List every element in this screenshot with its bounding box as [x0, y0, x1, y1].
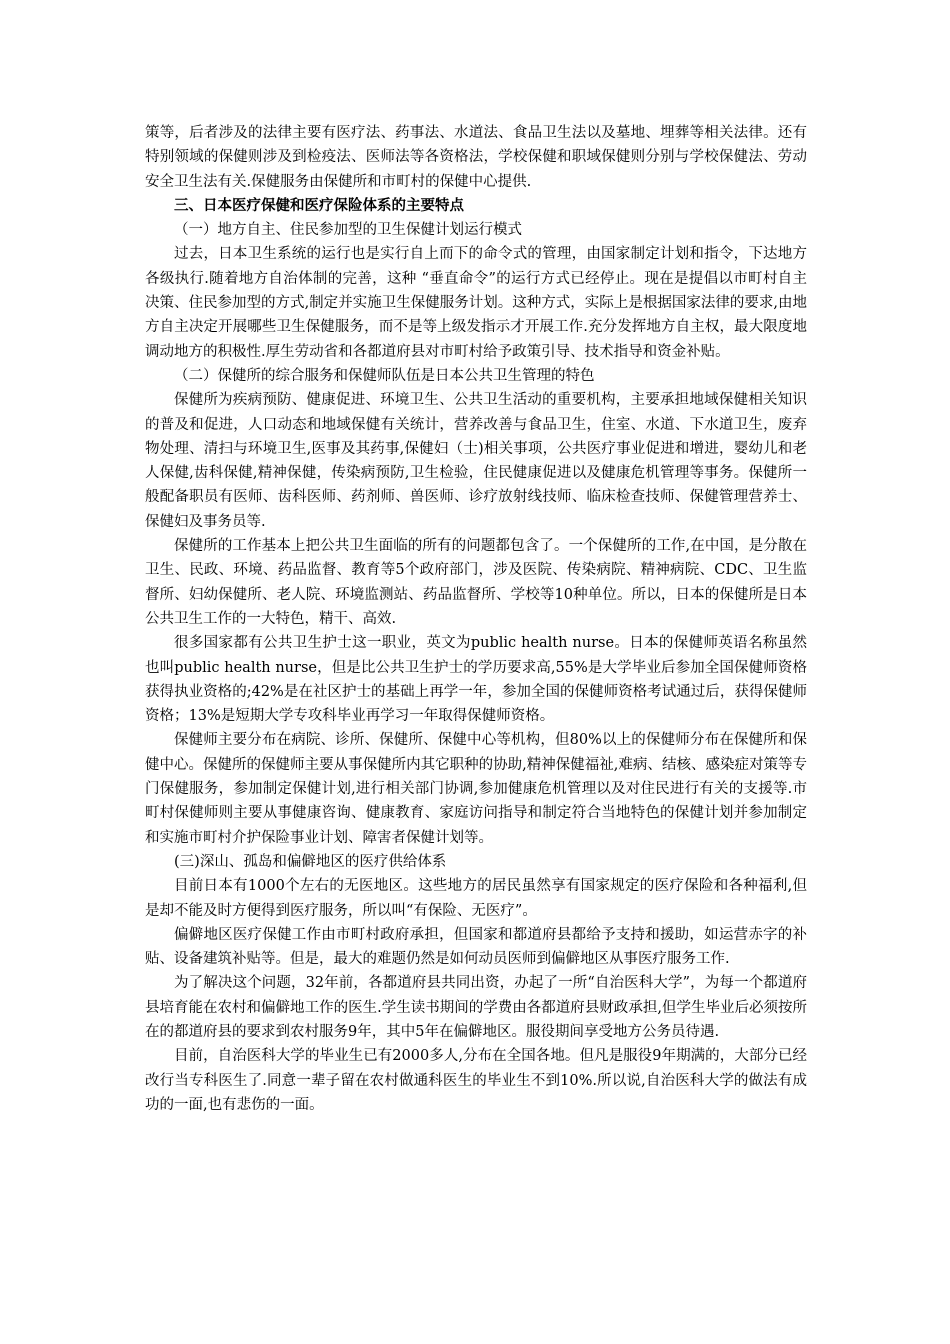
paragraph-remote-support: 偏僻地区医疗保健工作由市町村政府承担，但国家和都道府县都给予支持和援助，如运营赤字的补贴、设备建筑补贴等。但是，最大的难题仍然是如何动员医师到偏僻地区从事医疗服务工作.	[145, 926, 807, 968]
paragraph-legal-overview-continued: 策等，后者涉及的法律主要有医疗法、药事法、水道法、食品卫生法以及墓地、埋葬等相关法律。还有特别领域的保健则涉及到检疫法、医师法等各资格法，学校保健和职域保健则分别与学校保健法、劳动安全卫生法有关.保健服务由保健所和市町村的保健中心提供.	[145, 125, 807, 190]
subheading-local-autonomy: （一）地方自主、住民参加型的卫生保健计划运行模式	[174, 222, 522, 239]
document-page	[145, 121, 807, 1117]
paragraph-jichi-medical-university: 为了解决这个问题，32年前，各都道府县共同出资，办起了一所“自治医科大学”，为每一个都道府县培育能在农村和偏僻地工作的医生.学生读书期间的学费由各都道府县财政承担,但学生毕业后必须按所在的都道府县的要求到农村服务9年，其中5年在偏僻地区。服役期间享受地方公务员待遇.	[145, 975, 807, 1040]
paragraph-public-health-nurse: 很多国家都有公共卫生护士这一职业，英文为public health nurse。日本的保健师英语名称虽然也叫public health nurse，但是比公共卫生护士的学历要求高,55%是大学毕业后参加全国保健师资格获得执业资格的;42%是在社区护士的基础上再学一年，参加全国的保健师资格考试通过后，获得保健师资格；13%是短期大学专攻科毕业再学习一年取得保健师资格。	[145, 635, 807, 725]
paragraph-health-center-scope: 保健所的工作基本上把公共卫生面临的所有的问题都包含了。一个保健所的工作,在中国，是分散在卫生、民政、环境、药品监督、教育等5个政府部门，涉及医院、传染病院、精神病院、CDC、卫生监督所、妇幼保健所、老人院、环境监测站、药品监督所、学校等10种单位。所以，日本的保健所是日本公共卫生工作的一大特色，精干、高效.	[145, 538, 807, 627]
section-heading-main-features: 三、日本医疗保健和医疗保险体系的主要特点	[174, 196, 464, 214]
paragraph-planning-model: 过去，日本卫生系统的运行也是实行自上而下的命令式的管理，由国家制定计划和指令，下达地方各级执行.随着地方自治体制的完善，这种 “垂直命令”的运行方式已经停止。现在是提倡以市町村自主决策、住民参加型的方式,制定并实施卫生保健服务计划。这种方式，实际上是根据国家法律的要求,由地方自主决定开展哪些卫生保健服务，而不是等上级发指示才开展工作.充分发挥地方自主权，最大限度地调动地方的积极性.厚生劳动省和各都道府县对市町村给予政策引导、技术指导和资金补贴。	[145, 246, 807, 360]
paragraph-nurse-distribution: 保健师主要分布在病院、诊所、保健所、保健中心等机构，但80%以上的保健师分布在保健所和保健中心。保健所的保健师主要从事保健所内其它职种的协助,精神保健福祉,难病、结核、感染症对策等专门保健服务，参加制定保健计划,进行相关部门协调,参加健康危机管理以及对住民进行有关的支援等.市町村保健师则主要从事健康咨询、健康教育、家庭访问指导和制定符合当地特色的保健计划并参加制定和实施市町村介护保险事业计划、障害者保健计划等。	[145, 732, 807, 846]
subheading-health-centers: （二）保健所的综合服务和保健师队伍是日本公共卫生管理的特色	[174, 367, 595, 384]
paragraph-no-doctor-areas: 目前日本有1000个左右的无医地区。这些地方的居民虽然享有国家规定的医疗保险和各种福利,但是却不能及时方便得到医疗服务，所以叫“有保险、无医疗”。	[145, 878, 807, 919]
paragraph-graduates-outcome: 目前，自治医科大学的毕业生已有2000多人,分布在全国各地。但凡是服役9年期满的，大部分已经改行当专科医生了.同意一辈子留在农村做通科医生的毕业生不到10%.所以说,自治医科大学的做法有成功的一面,也有悲伤的一面。	[145, 1048, 807, 1113]
subheading-remote-areas: (三)深山、孤岛和偏僻地区的医疗供给体系	[174, 853, 447, 870]
paragraph-health-center-functions: 保健所为疾病预防、健康促进、环境卫生、公共卫生活动的重要机构，主要承担地域保健相关知识的普及和促进，人口动态和地域保健有关统计，营养改善与食品卫生，住室、水道、下水道卫生，废弃物处理、清扫与环境卫生,医事及其药事,保健妇（士)相关事项，公共医疗事业促进和增进，婴幼儿和老人保健,齿科保健,精神保健，传染病预防,卫生检验，住民健康促进以及健康危机管理等事务。保健所一般配备职员有医师、齿科医师、药剂师、兽医师、诊疗放射线技师、临床检查技师、保健管理营养士、保健妇及事务员等.	[145, 392, 807, 530]
